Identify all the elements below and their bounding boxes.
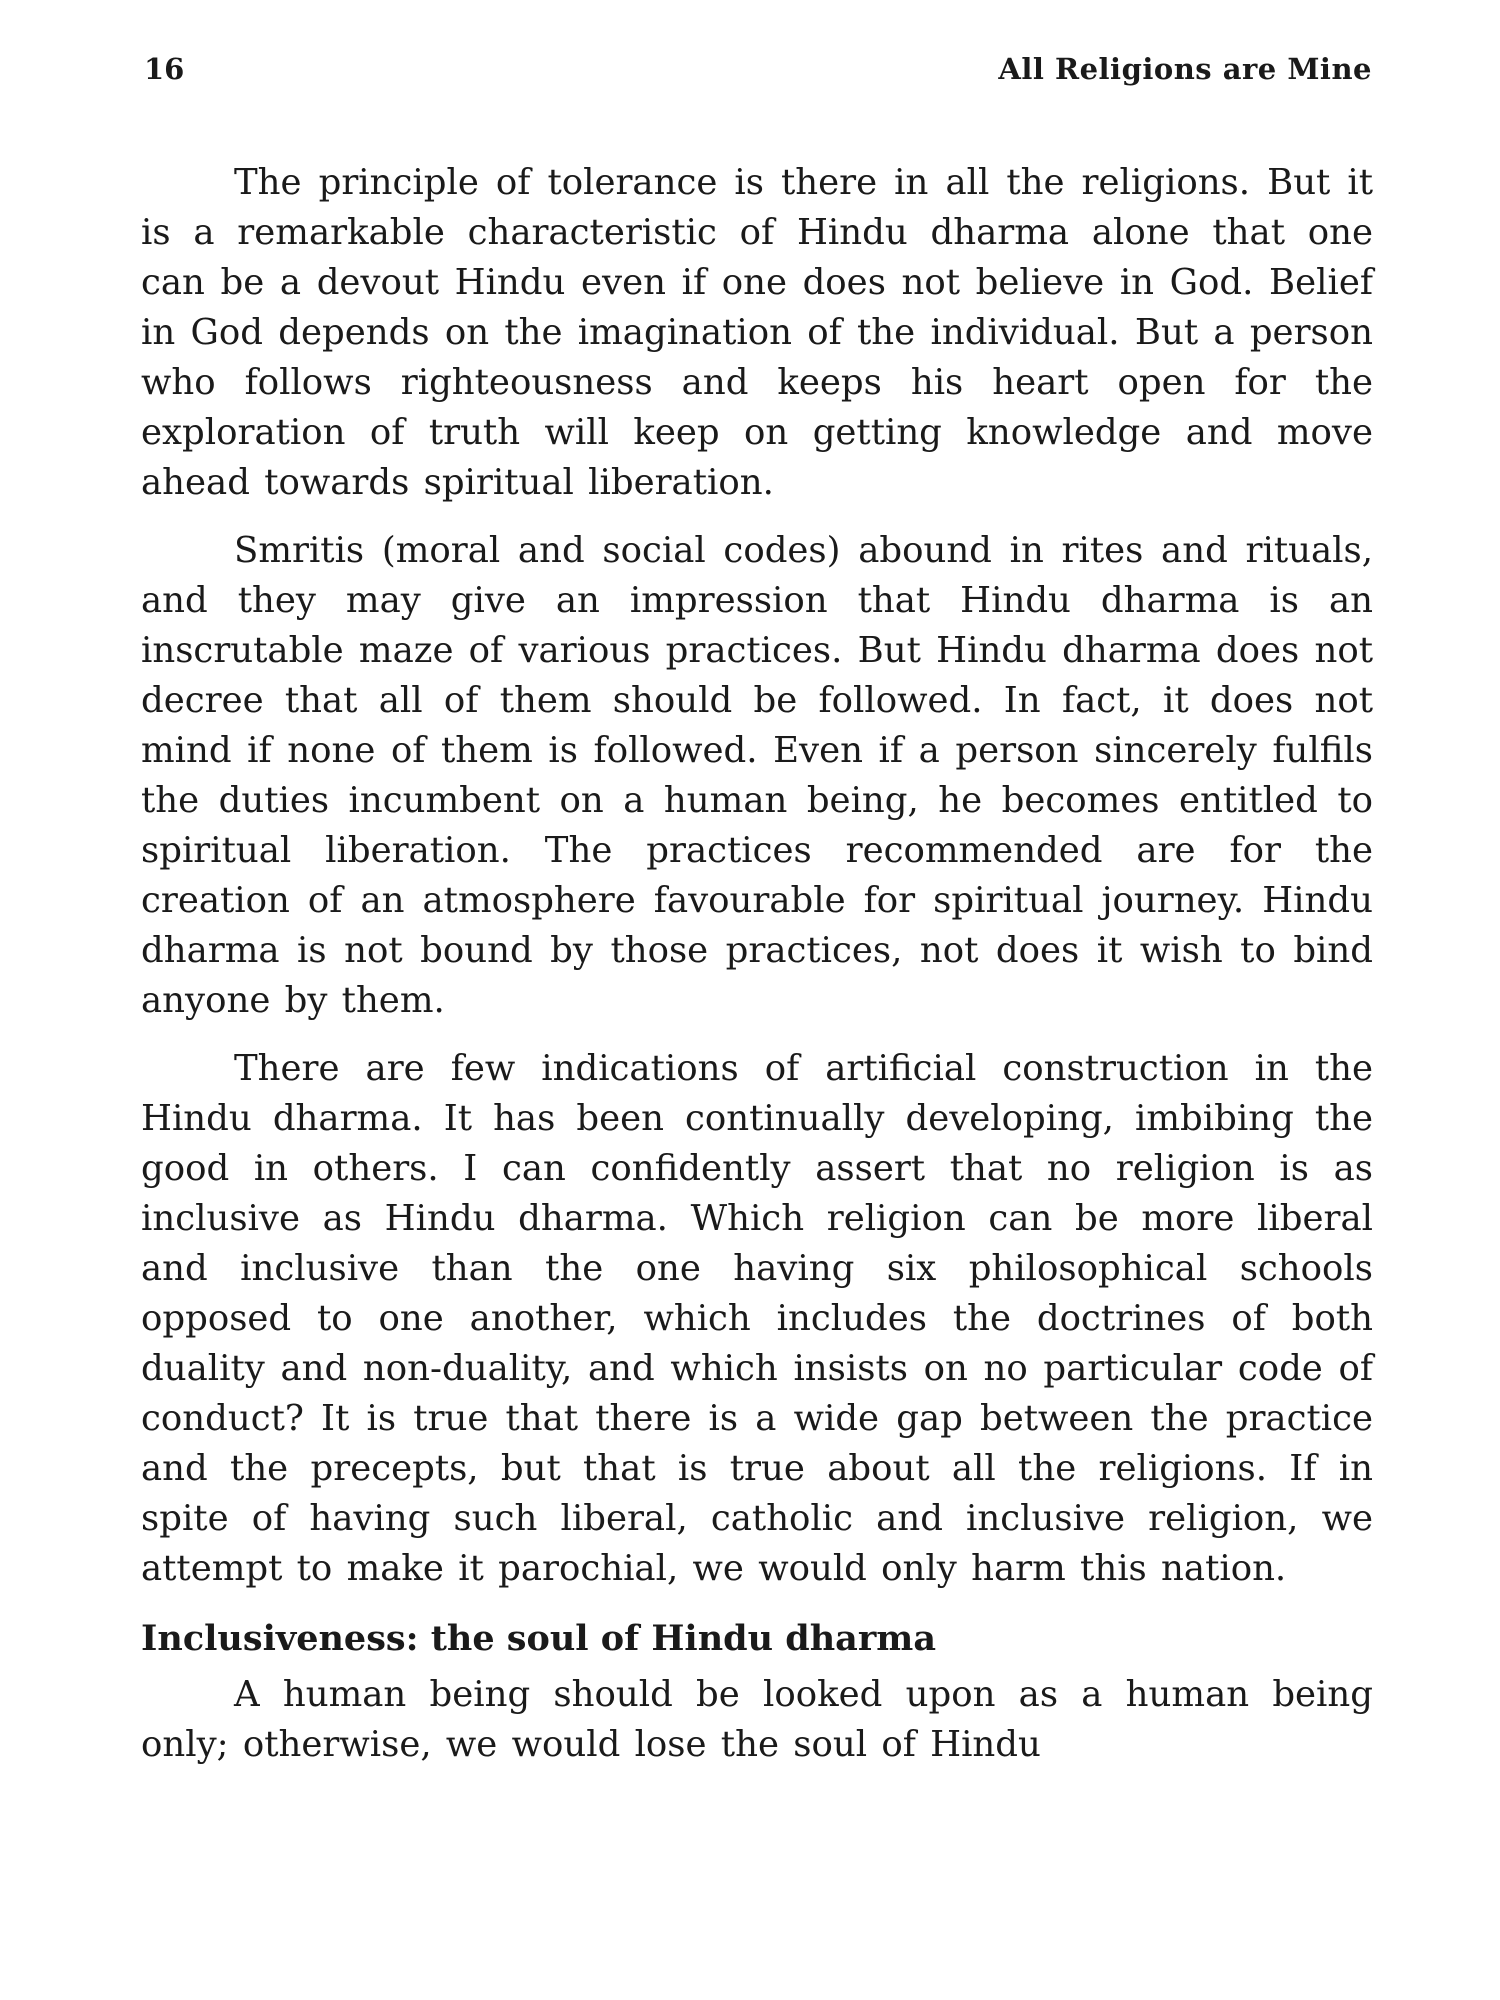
- body-text: [141, 158, 1373, 1770]
- paragraph-tolerance: The principle of tolerance is there in all the religions. But it is a remarkable characteristic of Hindu dharma alone that one can be a devout Hindu even if one does not believe in God. Belief in God depends on the imagination of the individual. But a person who follows righteousness and keeps his heart open for the exploration of truth will keep on getting knowledge and move ahead towards spiritual liberation.: [141, 162, 1373, 503]
- paragraph-inclusive: There are few indications of artificial construction in the Hindu dharma. It has been continually developing, imbibing the good in others. I can confidently assert that no religion is as inclusive as Hindu dharma. Which religion can be more liberal and inclusive than the one having six philosophical schools opposed to one another, which includes the doctrines of both duality and non-duality, and which insists on no particular code of conduct? It is true that there is a wide gap between the practice and the precepts, but that is true about all the religions. If in spite of having such liberal, catholic and inclusive religion, we attempt to make it parochial, we would only harm this nation.: [141, 1048, 1373, 1589]
- running-head: [144, 52, 1372, 102]
- paragraph-human-being: A human being should be looked upon as a human being only; otherwise, we would lose the soul of Hindu: [141, 1674, 1373, 1765]
- page-number: 16: [144, 52, 185, 86]
- paragraph-smritis: Smritis (moral and social codes) abound in rites and rituals, and they may give an impression that Hindu dharma is an inscrutable maze of various practices. But Hindu dharma does not decree that all of them should be followed. In fact, it does not mind if none of them is followed. Even if a person sincerely fulfils the duties incumbent on a human being, he becomes entitled to spiritual liberation. The practices recommended are for the creation of an atmosphere favourable for spiritual journey. Hindu dharma is not bound by those practices, not does it wish to bind anyone by them.: [141, 530, 1373, 1021]
- section-heading: Inclusiveness: the soul of Hindu dharma: [141, 1618, 937, 1659]
- running-title: All Religions are Mine: [998, 52, 1372, 86]
